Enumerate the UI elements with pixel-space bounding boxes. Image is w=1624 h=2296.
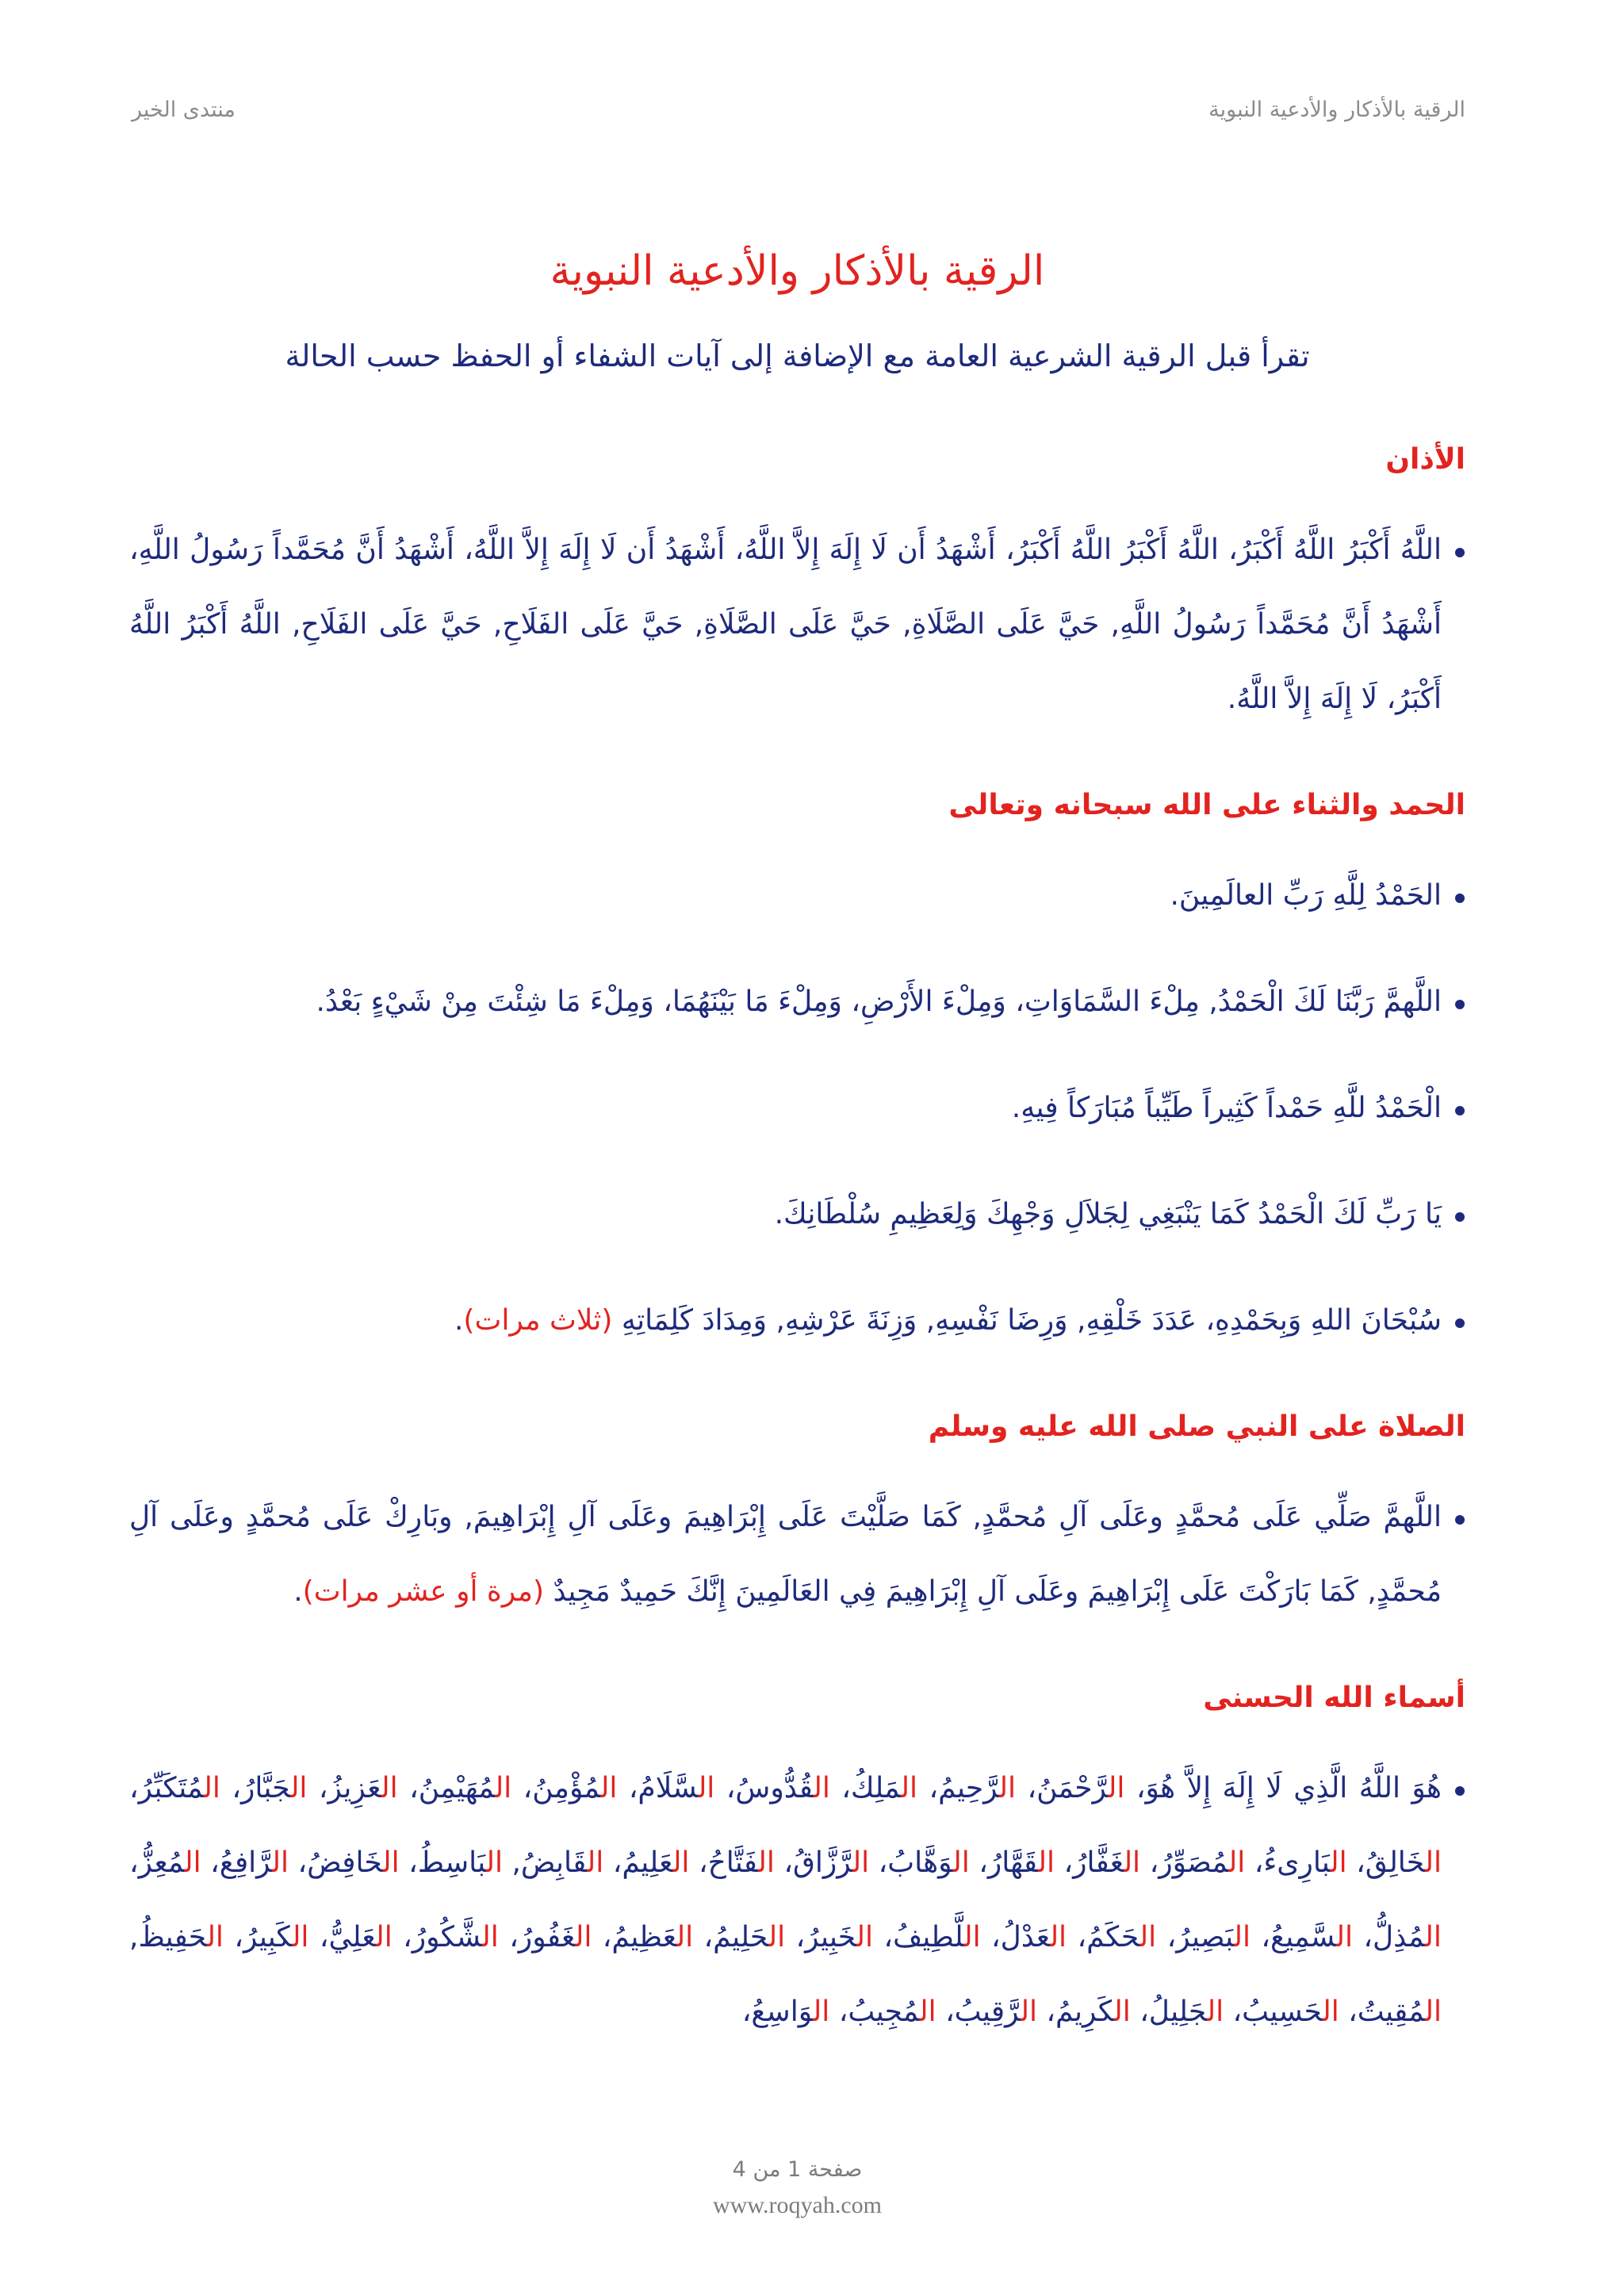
divine-name [991, 1921, 1067, 1954]
definite-article: ال [952, 1846, 970, 1879]
definite-article: ال [698, 1772, 715, 1804]
divine-name [883, 1921, 980, 1954]
definite-article: ال [485, 1846, 503, 1879]
divine-name [879, 1846, 970, 1879]
divine-name [726, 1772, 830, 1804]
name-stem: قُدُّوسُ، [726, 1772, 814, 1804]
running-header-title: الرقية بالأذكار والأدعية النبوية [1208, 98, 1465, 122]
divine-name [699, 1846, 775, 1879]
bullet-icon [1455, 1786, 1465, 1796]
bullet-icon [1455, 548, 1465, 557]
name-stem: بَصِيرُ، [1166, 1921, 1235, 1954]
item-text: اللَّهمَّ صَلِّي عَلَى مُحمَّدٍ وعَلَى آلِ مُحمَّدٍ, كَمَا صَلَّيْتَ عَلَى إِبْرَاهِيمَ وعَلَى آلِ إِبْرَاهِيمَ, وبَارِكْ عَلَى مُحمَّدٍ وعَلَى آلِ مُحمَّدٍ, كَمَا بَارَكْتَ عَلَى إِبْرَاهِيمَ وعَلَى آلِ إِبْرَاهِيمَ فِي العَالَمِينَ إِنَّكَ حَمِيدٌ مَجِيدٌ [129, 1501, 1442, 1608]
divine-name [320, 1921, 393, 1954]
bullet-icon [1455, 1515, 1465, 1525]
list-item [129, 1480, 1465, 1629]
definite-article: ال [290, 1772, 308, 1804]
divine-name [1363, 1921, 1441, 1954]
footer-website: www.roqyah.com [712, 2192, 882, 2218]
name-stem: مُقِيتُ، [1348, 1996, 1426, 2028]
divine-name [523, 1772, 618, 1804]
item-text: اللَّهمَّ رَبَّنَا لَكَ الْحَمْدُ, مِلْءَ السَّمَاوَاتِ، وَمِلْءَ الأَرْضِ، وَمِلْءَ مَا بَيْنَهُمَا، وَمِلْءَ مَا شِئْتَ مِنْ شَيْءٍ بَعْدُ. [316, 985, 1442, 1018]
name-stem: حَسِيبُ، [1232, 1996, 1323, 2028]
name-stem: رَّحِيمُ، [929, 1772, 1000, 1804]
bullet-icon [1455, 1106, 1465, 1115]
divine-name [1064, 1846, 1141, 1879]
divine-name [1261, 1921, 1353, 1954]
divine-name [839, 1996, 936, 2028]
definite-article: ال [813, 1996, 830, 2028]
divine-name [796, 1921, 873, 1954]
name-stem: حَفِيظُ, [129, 1921, 207, 1954]
name-stem: كَرِيمُ، [1046, 1996, 1114, 2028]
definite-article: ال [292, 1921, 309, 1954]
name-stem: جَلِيلُ، [1139, 1996, 1208, 2028]
definite-article: ال [1108, 1772, 1125, 1804]
definite-article: ال [481, 1921, 499, 1954]
item-text: الحَمْدُ لِلَّهِ رَبِّ العالَمِينَ. [1170, 879, 1442, 912]
definite-article: ال [206, 1921, 224, 1954]
section-heading: الأذان [1385, 443, 1465, 476]
divine-name [1254, 1846, 1347, 1879]
name-stem: سَّمِيعُ، [1261, 1921, 1336, 1954]
name-stem: غَفُورُ، [509, 1921, 576, 1954]
definite-article: ال [495, 1772, 512, 1804]
section-adhan [129, 432, 1465, 737]
definite-article: ال [672, 1846, 690, 1879]
name-stem: رَّزَّاقُ، [783, 1846, 853, 1879]
divine-name [129, 1846, 201, 1879]
running-header-forum: منتدى الخير [132, 98, 236, 122]
name-stem: غَفَّارُ، [1063, 1846, 1124, 1879]
divine-name [234, 1921, 308, 1954]
definite-article: ال [1234, 1921, 1251, 1954]
item-text: يَا رَبِّ لَكَ الْحَمْدُ كَمَا يَنْبَغِي لِجَلاَلِ وَجْهِكَ وَلِعَظِيمِ سُلْطَانِكَ. [774, 1198, 1442, 1230]
definite-article: ال [184, 1846, 201, 1879]
name-stem: عَدْلُ، [991, 1921, 1051, 1954]
definite-article: ال [1207, 1996, 1224, 2028]
name-stem: مُجِيبُ، [838, 1996, 920, 2028]
definite-article: ال [382, 1846, 400, 1879]
section-asma [129, 1670, 1465, 2049]
asma-list [129, 1751, 1465, 2049]
name-stem: بَاسِطُ، [408, 1846, 486, 1879]
definite-article: ال [963, 1921, 981, 1954]
page-subtitle: تقرأ قبل الرقية الشرعية العامة مع الإضافة إلى آيات الشفاء أو الحفظ حسب الحالة [285, 339, 1310, 373]
divine-name [298, 1846, 400, 1879]
definite-article: ال [575, 1921, 592, 1954]
section-heading: الحمد والثناء على الله سبحانه وتعالى [948, 789, 1465, 821]
divine-name [210, 1846, 289, 1879]
bullet-icon [1455, 1212, 1465, 1222]
definite-article: ال [1322, 1996, 1339, 2028]
name-stem: جَبَّارُ، [232, 1772, 291, 1804]
name-stem: وَهَّابُ، [878, 1846, 953, 1879]
definite-article: ال [1425, 1846, 1442, 1879]
name-stem: مُؤْمِنُ، [523, 1772, 601, 1804]
name-stem: مُذِلُّ، [1363, 1921, 1425, 1954]
divine-name [1356, 1846, 1442, 1879]
definite-article: ال [1228, 1846, 1246, 1879]
name-stem: حَلِيمُ، [703, 1921, 769, 1954]
name-stem: عَظِيمُ، [602, 1921, 677, 1954]
name-stem: مُعِزُّ، [129, 1846, 185, 1879]
page-title: الرقية بالأذكار والأدعية النبوية [550, 247, 1045, 295]
definite-article: ال [813, 1772, 830, 1804]
list-item [129, 1284, 1465, 1358]
list-item [129, 1177, 1465, 1252]
divine-name [929, 1772, 1016, 1804]
divine-name [509, 1921, 592, 1954]
definite-article: ال [901, 1772, 917, 1804]
item-text: الْحَمْدُ للَّهِ حَمْداً كَثِيراً طَيِّباً مُبَارَكاً فِيهِ. [1011, 1092, 1442, 1124]
name-stem: رَّقِيبُ، [945, 1996, 1021, 2028]
section-heading: الصلاة على النبي صلى الله عليه وسلم [928, 1410, 1465, 1443]
name-stem: عَلِيُّ، [319, 1921, 376, 1954]
definite-article: ال [757, 1846, 775, 1879]
definite-article: ال [600, 1772, 618, 1804]
definite-article: ال [1020, 1996, 1037, 2028]
definite-article: ال [1336, 1921, 1353, 1954]
divine-name [319, 1772, 398, 1804]
section-salat [129, 1399, 1465, 1629]
definite-article: ال [1425, 1996, 1442, 2028]
definite-article: ال [1424, 1921, 1442, 1954]
divine-name [1077, 1921, 1156, 1954]
name-stem: فَتَّاحُ، [698, 1846, 758, 1879]
divine-name [409, 1772, 511, 1804]
divine-name [783, 1846, 869, 1879]
name-stem: مُهَيْمِنُ، [409, 1772, 496, 1804]
asma-intro: هُوَ اللَّهُ الَّذِي لَا إِلَهَ إِلاَّ هُوَ، [1136, 1772, 1442, 1804]
repeat-note: (مرة أو عشر مرات) [302, 1575, 544, 1608]
divine-name [704, 1921, 786, 1954]
divine-name [629, 1772, 715, 1804]
divine-name [603, 1921, 693, 1954]
divine-name [979, 1846, 1055, 1879]
definite-article: ال [1330, 1846, 1347, 1879]
name-stem: خَبِيرُ، [795, 1921, 856, 1954]
divine-name [1150, 1846, 1246, 1879]
repeat-note: (ثلاث مرات) [463, 1304, 613, 1337]
divine-name [1027, 1772, 1124, 1804]
divine-name [613, 1846, 690, 1879]
item-end: . [454, 1304, 464, 1337]
name-stem: خَالِقُ، [1356, 1846, 1425, 1879]
divine-name [511, 1846, 603, 1879]
definite-article: ال [381, 1772, 398, 1804]
bullet-icon [1455, 1318, 1465, 1328]
section-praise [129, 778, 1465, 1358]
bullet-icon [1455, 1000, 1465, 1009]
page-body [129, 235, 1465, 2049]
divine-name [1348, 1996, 1442, 2028]
divine-name [1046, 1996, 1130, 2028]
divine-name [841, 1772, 917, 1804]
divine-name [742, 1996, 830, 2028]
name-stem: كَبِيرُ، [234, 1921, 293, 1954]
section-heading: أسماء الله الحسنى [1203, 1682, 1465, 1714]
definite-article: ال [1113, 1996, 1131, 2028]
definite-article: ال [856, 1921, 873, 1954]
divine-name [1233, 1996, 1339, 2028]
list-item [129, 513, 1465, 737]
item-text: سُبْحَانَ اللهِ وَبِحَمْدِهِ، عَدَدَ خَلْقِهِ, وَرِضَا نَفْسِهِ, وَزِنَةَ عَرْشِهِ, وَمِدَادَ كَلِمَاتِهِ [621, 1304, 1442, 1337]
list-item [129, 1071, 1465, 1146]
divine-name [1167, 1921, 1251, 1954]
name-stem: شَّكُورُ، [403, 1921, 482, 1954]
divine-name [129, 1772, 220, 1804]
divine-name [1139, 1996, 1224, 2028]
name-stem: لَّطِيفُ، [883, 1921, 964, 1954]
definite-article: ال [852, 1846, 870, 1879]
name-stem: قَابِضُ, [511, 1846, 588, 1879]
divine-name [232, 1772, 307, 1804]
definite-article: ال [676, 1921, 694, 1954]
divine-name [403, 1921, 499, 1954]
name-stem: حَكَمُ، [1077, 1921, 1140, 1954]
definite-article: ال [1124, 1846, 1141, 1879]
definite-article: ال [919, 1996, 936, 2028]
name-stem: رَّحْمَنُ، [1027, 1772, 1109, 1804]
divine-name [945, 1996, 1037, 2028]
divine-name [408, 1846, 503, 1879]
name-stem: خَافِضُ، [297, 1846, 383, 1879]
item-end: . [293, 1575, 303, 1608]
definite-article: ال [1050, 1921, 1067, 1954]
definite-article: ال [1038, 1846, 1055, 1879]
definite-article: ال [587, 1846, 604, 1879]
name-stem: بَارِىءُ، [1254, 1846, 1331, 1879]
list-item [129, 965, 1465, 1039]
name-stem: مَلِكُ، [841, 1772, 901, 1804]
name-stem: مُصَوِّرُ، [1149, 1846, 1229, 1879]
name-stem: قَهَّارُ، [979, 1846, 1039, 1879]
name-stem: عَزِيزُ، [318, 1772, 381, 1804]
item-text: اللَّهُ أَكْبَرُ اللَّهُ أَكْبَرُ، اللَّهُ أَكْبَرُ اللَّهُ أَكْبَرُ، أَشْهَدُ أَن لَا إِلَهَ إِلاَّ اللَّهُ، أَشْهَدُ أَن لَا إِلَهَ إِلاَّ اللَّهُ، أَشْهَدُ أَنَّ مُحَمَّداً رَسُولُ اللَّهِ، أَشْهَدُ أَنَّ مُحَمَّداً رَسُولُ اللَّهِ, حَيَّ عَلَى الصَّلَاةِ, حَيَّ عَلَى الصَّلَاةِ, حَيَّ عَلَى الفَلَاحِ, حَيَّ عَلَى الفَلَاحِ, اللَّهُ أَكْبَرُ اللَّهُ أَكْبَرُ، لَا إِلَهَ إِلاَّ اللَّهُ. [129, 534, 1442, 715]
divine-name [129, 1921, 224, 1954]
list-item [129, 859, 1465, 933]
page-number: صفحة 1 من 4 [732, 2157, 863, 2182]
name-stem: وَاسِعُ، [741, 1996, 814, 2028]
name-stem: مُتَكَبِّرُ، [129, 1772, 204, 1804]
definite-article: ال [375, 1921, 393, 1954]
name-stem: رَّافِعُ، [210, 1846, 273, 1879]
definite-article: ال [272, 1846, 289, 1879]
definite-article: ال [768, 1921, 786, 1954]
name-stem: عَلِيمُ، [612, 1846, 673, 1879]
definite-article: ال [999, 1772, 1016, 1804]
name-stem: سَّلَامُ، [628, 1772, 699, 1804]
definite-article: ال [203, 1772, 220, 1804]
bullet-icon [1455, 894, 1465, 903]
definite-article: ال [1139, 1921, 1157, 1954]
